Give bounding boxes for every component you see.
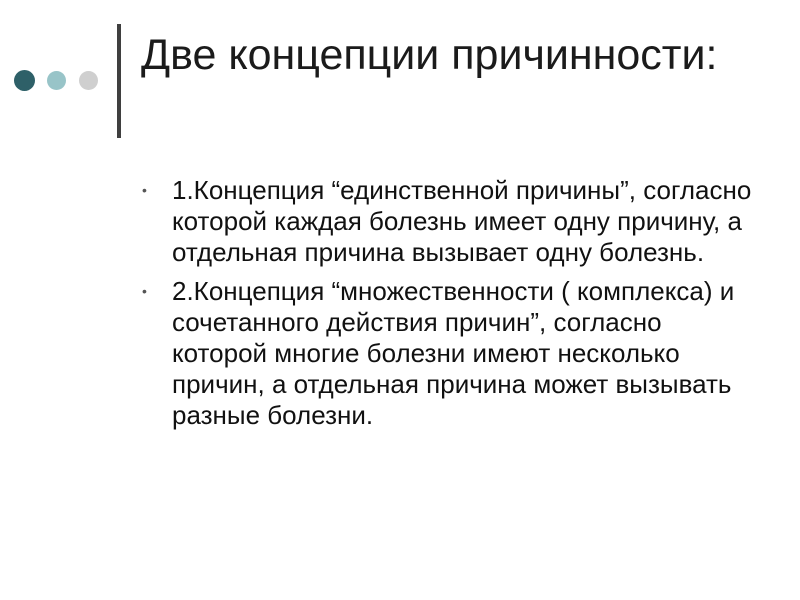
bullet-text-2: 2.Концепция “множественности ( комплекса) и сочетанного действия причин”, согласно которой многие болезни имеют несколько причин, а отдельная причина может вызывать разные болезни. [172, 276, 735, 430]
decorative-dot-light-teal [47, 71, 66, 90]
title-divider [117, 24, 121, 138]
decorative-dot-gray [79, 71, 98, 90]
bullet-item-1 [140, 175, 760, 268]
decorative-dot-dark [14, 70, 35, 91]
bullet-dot-icon: • [142, 182, 147, 198]
slide-title: Две концепции причинности: [141, 31, 718, 79]
bullet-text-1: 1.Концепция “единственной причины”, согласно которой каждая болезнь имеет одну причину, а отдельная причина вызывает одну болезнь. [172, 175, 752, 267]
bullet-list [140, 175, 760, 439]
bullet-item-2 [140, 276, 760, 431]
bullet-dot-icon: • [142, 283, 147, 299]
